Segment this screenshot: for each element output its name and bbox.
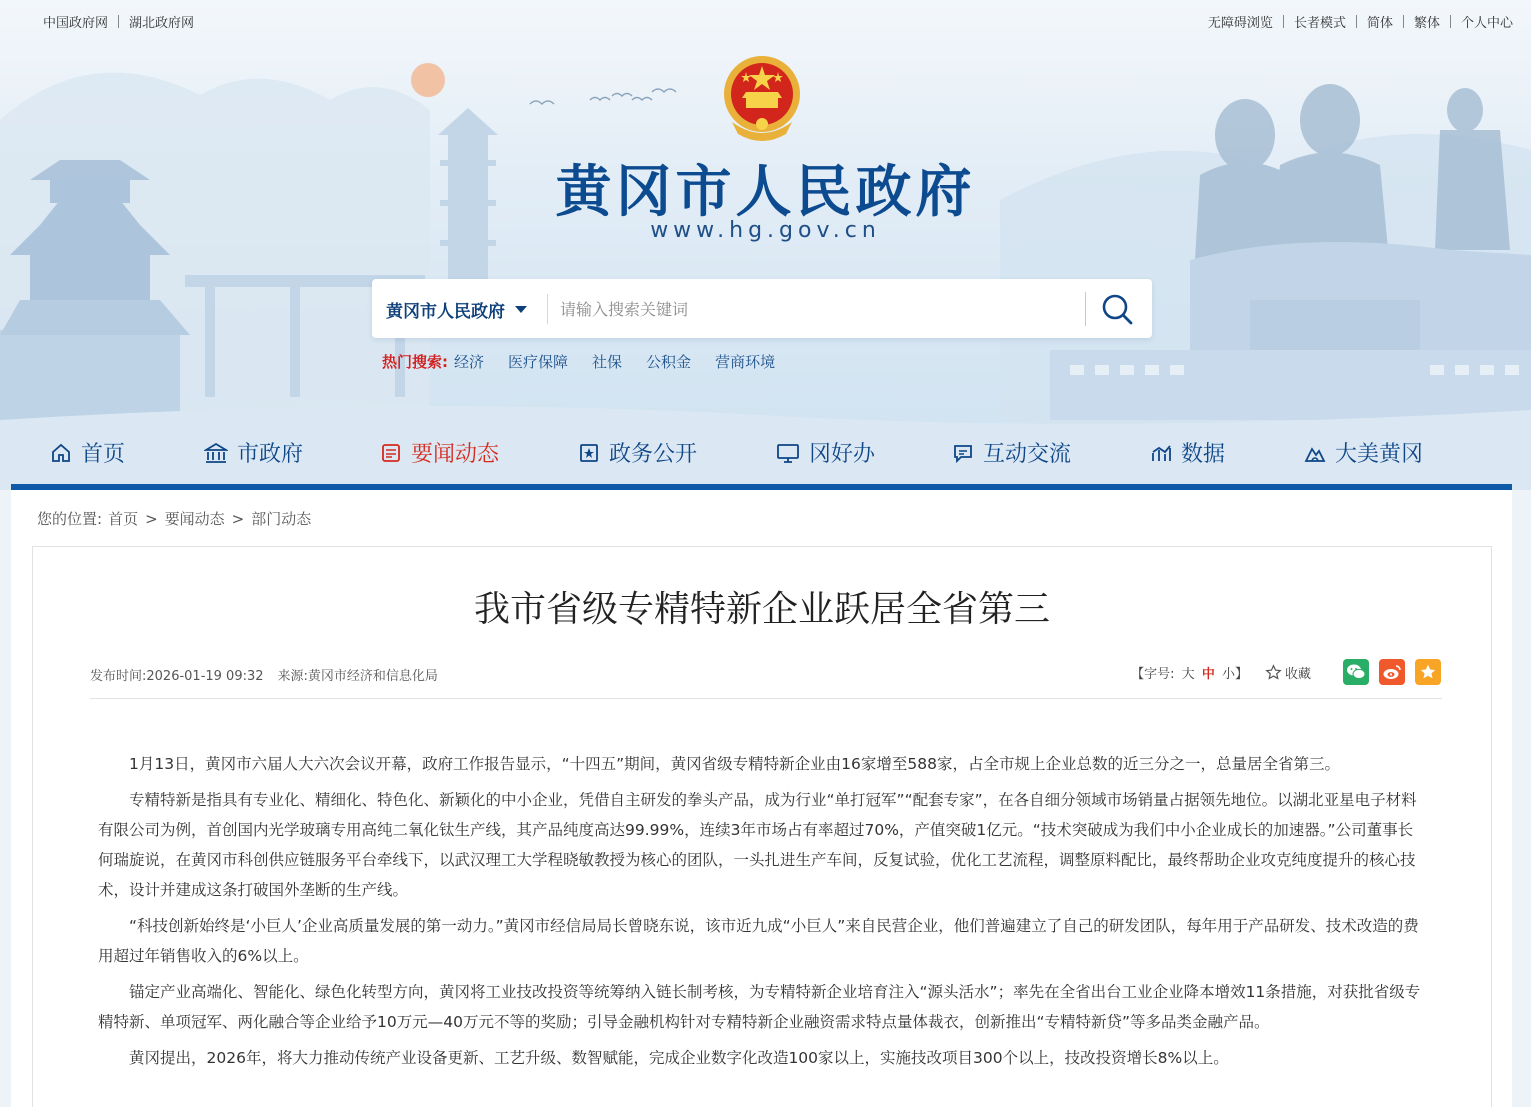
breadcrumb: 您的位置: 首页 > 要闻动态 > 部门动态	[37, 509, 312, 528]
font-size-medium[interactable]: 中	[1201, 666, 1215, 682]
header-banner	[0, 0, 1531, 490]
search-input[interactable]	[560, 293, 1060, 325]
main-nav	[0, 425, 1531, 483]
public-affairs-icon	[578, 442, 600, 464]
content-area	[11, 490, 1512, 1107]
breadcrumb-department-news[interactable]: 部门动态	[251, 510, 312, 528]
link-accessibility[interactable]: 无障碍浏览	[1207, 16, 1273, 31]
hot-search	[382, 351, 799, 372]
site-title: 黄冈市人民政府	[555, 159, 976, 225]
article-title: 我市省级专精特新企业跃居全省第三	[473, 589, 1050, 630]
chat-icon	[952, 442, 974, 464]
star-outline-icon	[1265, 664, 1282, 681]
wechat-icon	[1346, 663, 1366, 681]
search-scope-dropdown[interactable]	[386, 297, 527, 322]
link-hubei-gov[interactable]: 湖北政府网	[129, 16, 195, 31]
chart-icon	[1150, 442, 1172, 464]
nav-item-interaction[interactable]: 互动交流	[952, 437, 1071, 468]
share-weibo-button[interactable]	[1379, 659, 1405, 685]
hot-keyword[interactable]: 医疗保障	[508, 353, 569, 371]
nav-item-service[interactable]: 冈好办	[776, 437, 875, 468]
breadcrumb-prefix: 您的位置:	[37, 510, 103, 528]
star-icon	[1419, 663, 1437, 681]
article-meta	[90, 665, 452, 684]
hot-search-label: 热门搜索:	[382, 353, 448, 371]
article-paragraph: 1月13日，黄冈市六届人大六次会议开幕，政府工作报告显示，“十四五”期间，黄冈省级专精特新企业由16家增至588家，占全市规上企业总数的近三分之一，总量居全省第三。	[129, 755, 1340, 773]
newspaper-icon	[380, 442, 402, 464]
article-paragraph: “科技创新始终是‘小巨人’企业高质量发展的第一动力。”黄冈市经信局局长曾晓东说，该市近九成“小巨人”来自民营企业，他们普遍建立了自己的研发团队，每年用于产品研发、技术改造的费用超过年销售收入的6%以上。	[98, 917, 1419, 965]
search-box	[372, 279, 1152, 338]
article-body	[98, 749, 1428, 1079]
link-elder-mode[interactable]: 长者模式	[1293, 16, 1346, 31]
nav-item-data[interactable]: 数据	[1150, 437, 1225, 468]
breadcrumb-home[interactable]: 首页	[108, 510, 139, 528]
nav-item-government[interactable]: 市政府	[204, 437, 303, 468]
home-icon	[50, 442, 72, 464]
caret-down-icon	[515, 306, 527, 313]
search-icon	[1100, 292, 1134, 326]
article-source: 来源:黄冈市经济和信息化局	[277, 669, 438, 684]
share-favorite-button[interactable]	[1415, 659, 1441, 685]
share-wechat-button[interactable]	[1343, 659, 1369, 685]
article-paragraph: 专精特新是指具有专业化、精细化、特色化、新颖化的中小企业，凭借自主研发的拳头产品，成为行业“单打冠军”“配套专家”，在各自细分领域市场销量占据领先地位。以湖北亚星电子材料有限公司为例，首创国内光学玻璃专用高纯二氧化钛生产线，其产品纯度高达99.99%，连续3年市场占有率超过70%，产值突破1亿元。“技术突破成为我们中小企业成长的加速器。”公司董事长何瑞旋说，在黄冈市科创供应链服务平台牵线下，以武汉理工大学程晓敏教授为核心的团队，一头扎进生产车间，反复试验，优化工艺流程，调整原料配比，最终帮助企业攻克纯度提升的核心技术，设计并建成这条打破国外垄断的生产线。	[98, 791, 1417, 899]
favorite-button[interactable]: 收藏	[1265, 663, 1311, 682]
monitor-icon	[776, 442, 800, 464]
landscape-icon	[1304, 442, 1326, 464]
article-paragraph: 锚定产业高端化、智能化、绿色化转型方向，黄冈将工业技改投资等统筹纳入链长制考核，为专精特新企业培育注入“源头活水”；率先在全省出台工业企业降本增效11条措施，对获批省级专精特新、单项冠军、两化融合等企业给予10万元—40万元不等的奖励；引导金融机构针对专精特新企业融资需求特点量体裁衣，创新推出“专精特新贷”等多品类金融产品。	[98, 983, 1421, 1031]
font-size-large[interactable]: 大	[1181, 666, 1195, 682]
separator	[118, 15, 119, 28]
nav-item-public-affairs[interactable]: 政务公开	[578, 437, 697, 468]
site-url: www.hg.gov.cn	[650, 218, 881, 243]
national-emblem-icon	[720, 52, 804, 142]
top-utility-bar	[0, 0, 1531, 40]
nav-item-news[interactable]: 要闻动态	[380, 437, 499, 468]
article-tools	[1131, 659, 1441, 685]
hot-keyword[interactable]: 社保	[592, 353, 623, 371]
nav-item-scenery[interactable]: 大美黄冈	[1304, 437, 1423, 468]
weibo-icon	[1382, 663, 1402, 681]
font-size-small[interactable]: 小】	[1221, 666, 1248, 682]
breadcrumb-news[interactable]: 要闻动态	[164, 510, 225, 528]
search-scope-label: 黄冈市人民政府	[386, 302, 505, 322]
article	[32, 546, 1492, 1107]
article-paragraph: 黄冈提出，2026年，将大力推动传统产业设备更新、工艺升级、数智赋能，完成企业数字化改造100家以上，实施技改项目300个以上，技改投资增长8%以上。	[129, 1049, 1229, 1067]
link-personal-center[interactable]: 个人中心	[1460, 16, 1513, 31]
hot-keyword[interactable]: 公积金	[646, 353, 692, 371]
search-button[interactable]	[1100, 292, 1140, 326]
link-traditional[interactable]: 繁体	[1413, 16, 1440, 31]
hot-keyword[interactable]: 经济	[454, 353, 485, 371]
nav-item-home[interactable]: 首页	[50, 437, 125, 468]
government-building-icon	[204, 442, 228, 464]
hot-keyword[interactable]: 营商环境	[715, 353, 776, 371]
publish-time: 发布时间:2026-01-19 09:32	[90, 669, 264, 684]
font-size-switch: 【字号: 大 中 小】	[1131, 666, 1248, 682]
link-china-gov[interactable]: 中国政府网	[43, 16, 109, 31]
link-simplified[interactable]: 简体	[1366, 16, 1393, 31]
